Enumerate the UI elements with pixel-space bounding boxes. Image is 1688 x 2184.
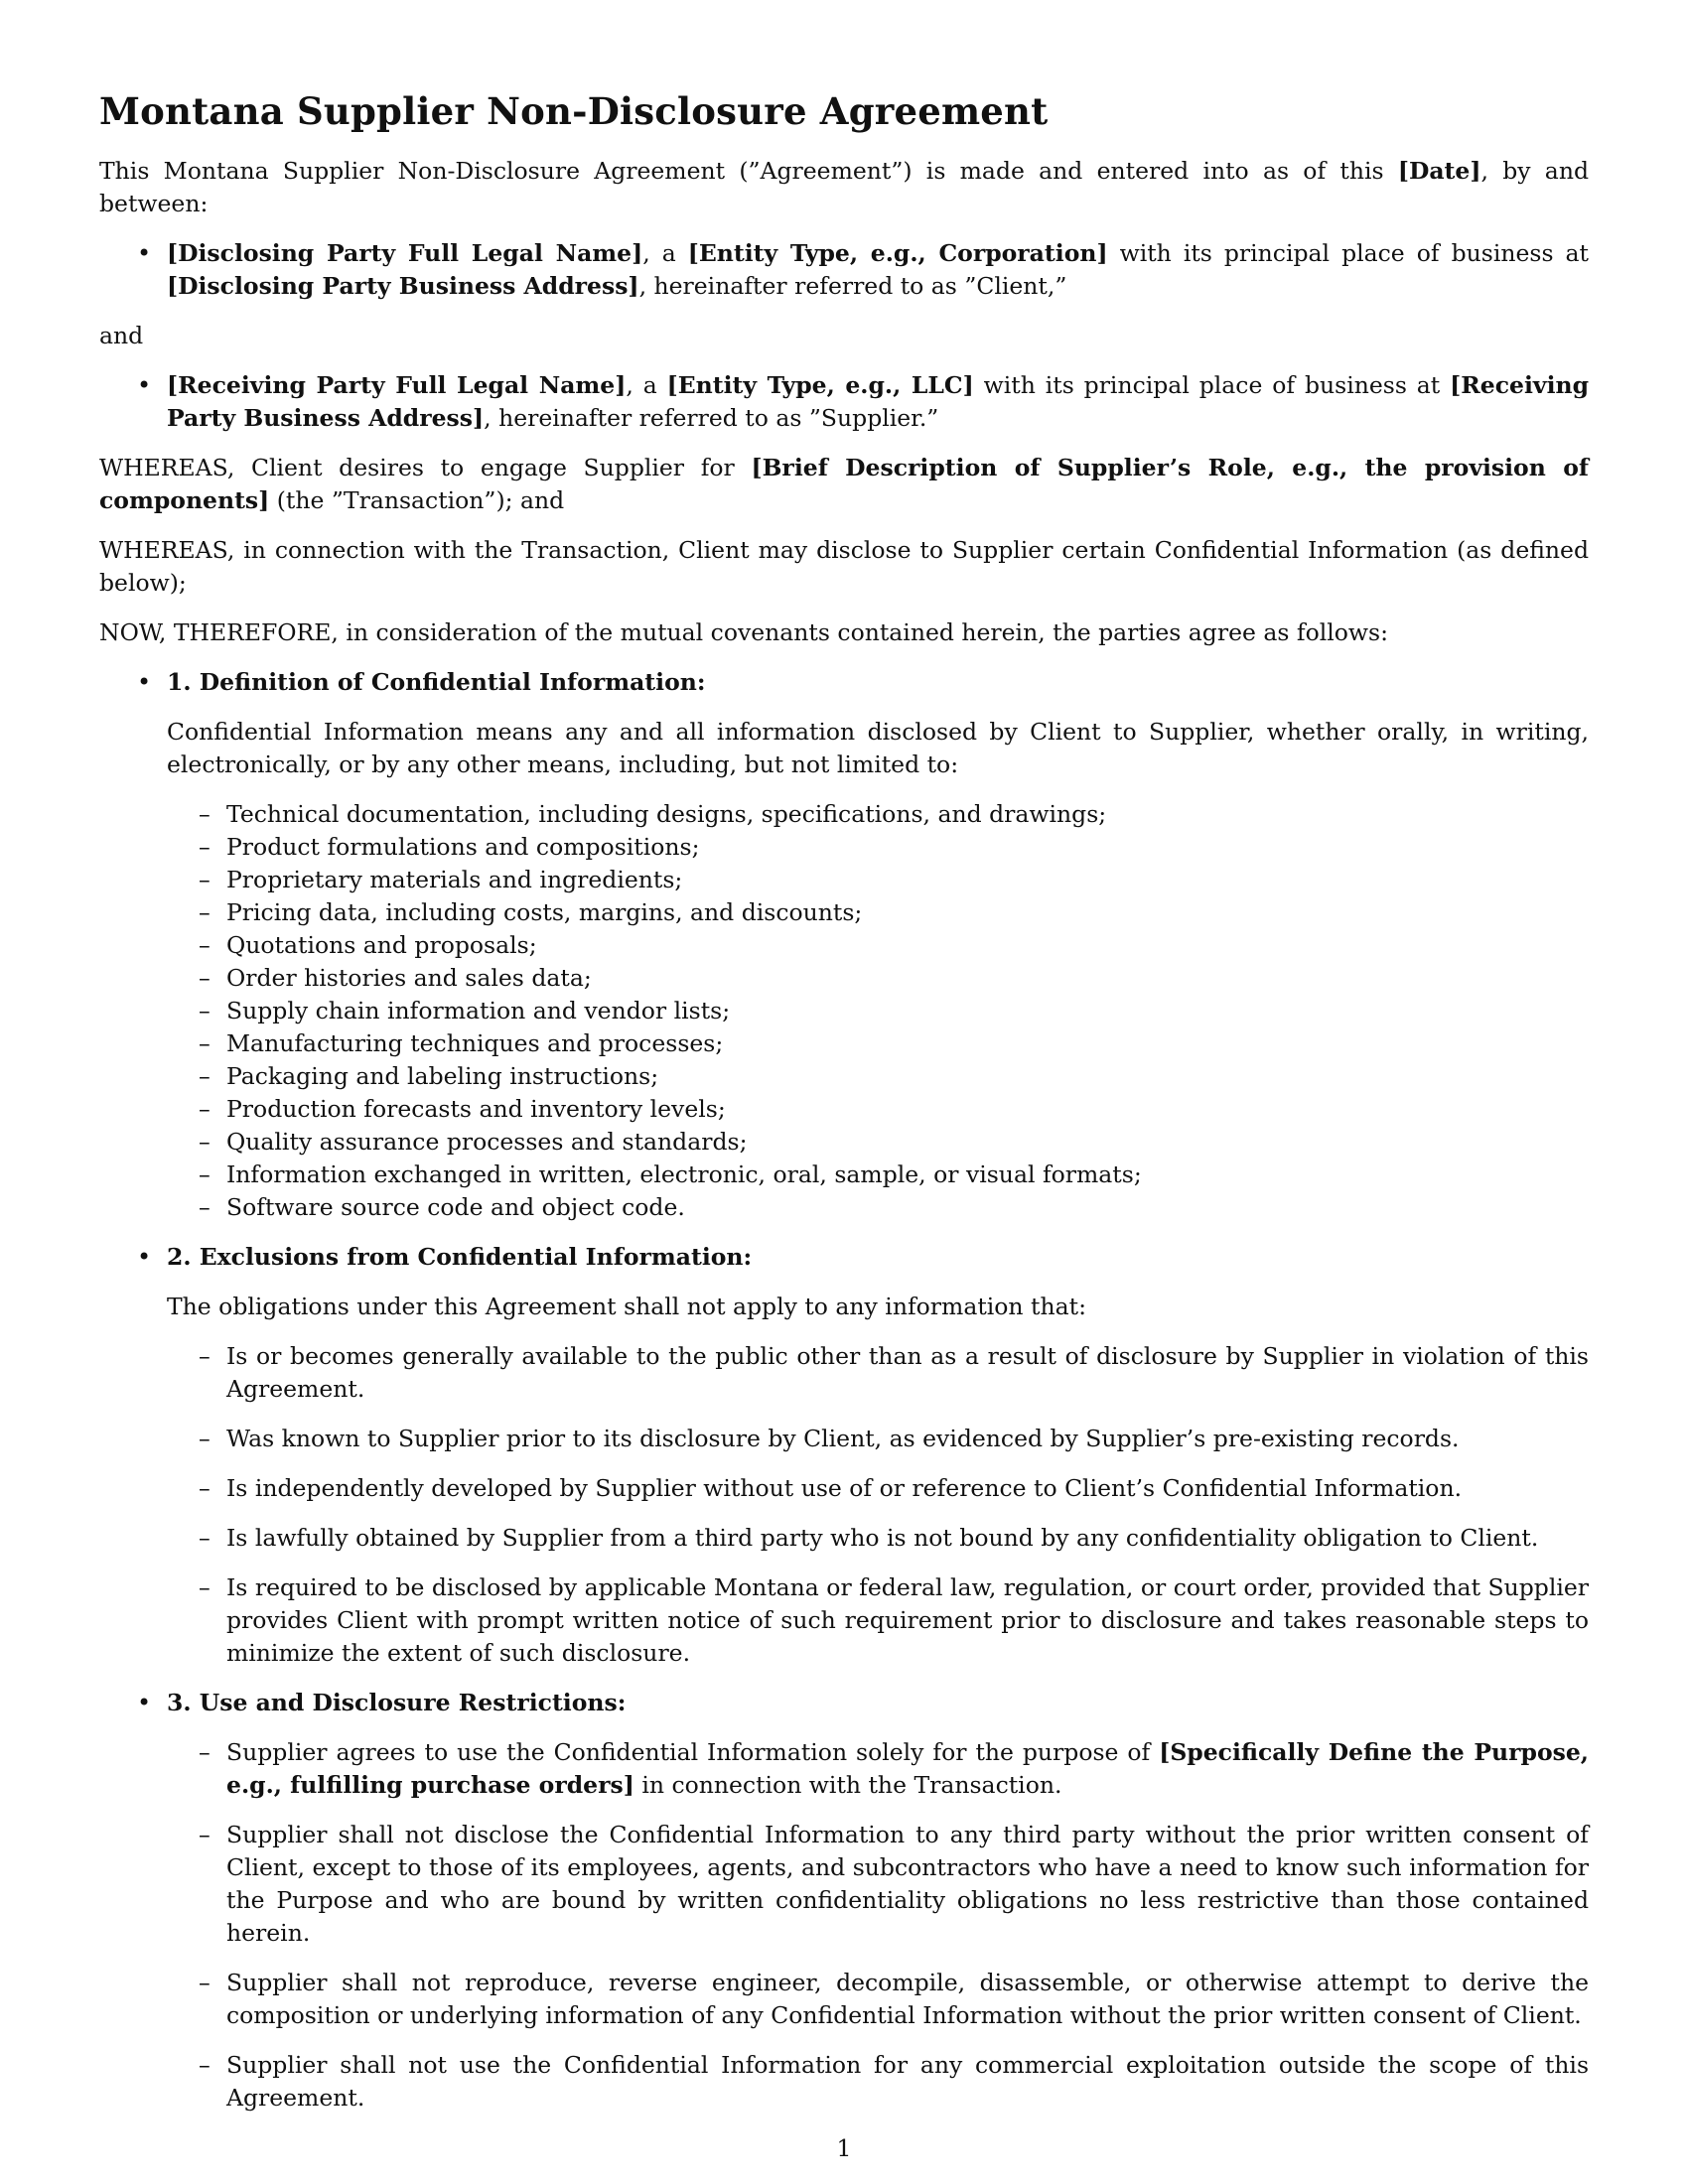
purpose-text: Supplier agrees to use the Confidential Information solely for the purpose of xyxy=(226,1738,1160,1766)
supplier-name-placeholder: [Receiving Party Full Legal Name] xyxy=(167,371,627,399)
section-1-heading: • 1. Definition of Confidential Information: xyxy=(167,668,706,696)
client-name-placeholder: [Disclosing Party Full Legal Name] xyxy=(167,239,643,267)
list-item: – Order histories and sales data; xyxy=(167,962,1589,995)
intro-paragraph xyxy=(99,155,1589,220)
client-entity-placeholder: [Entity Type, e.g., Corporation] xyxy=(687,239,1108,267)
whereas-paragraph-1 xyxy=(99,452,1589,517)
section-1 xyxy=(99,666,1589,1224)
list-item: – Pricing data, including costs, margins, and discounts; xyxy=(167,896,1589,929)
list-item: – Production forecasts and inventory levels; xyxy=(167,1093,1589,1126)
section-3 xyxy=(99,1687,1589,2115)
list-item: – Proprietary materials and ingredients; xyxy=(167,864,1589,896)
list-item: – Is independently developed by Supplier without use of or reference to Client’s Confidential Information. xyxy=(167,1472,1589,1505)
supplier-party-list xyxy=(99,369,1589,435)
list-item xyxy=(167,1736,1589,1802)
role-placeholder: [Brief Description of Supplier’s Role, e.g., the provision of components] xyxy=(99,454,1589,514)
section-1-items xyxy=(167,798,1589,1224)
date-placeholder: [Date] xyxy=(1397,157,1481,185)
supplier-entity-placeholder: [Entity Type, e.g., LLC] xyxy=(666,371,974,399)
list-item: – Quotations and proposals; xyxy=(167,929,1589,962)
document-page xyxy=(99,87,1589,2131)
list-item: – Supplier shall not use the Confidential Information for any commercial exploitation outside the scope of this Agreement. xyxy=(167,2049,1589,2115)
list-item: – Was known to Supplier prior to its disclosure by Client, as evidenced by Supplier’s pre-existing records. xyxy=(167,1423,1589,1455)
list-item: – Is or becomes generally available to the public other than as a result of disclosure by Supplier in violation of this Agreement. xyxy=(167,1340,1589,1406)
section-2-intro: The obligations under this Agreement shall not apply to any information that: xyxy=(167,1293,1086,1320)
section-2 xyxy=(99,1241,1589,1670)
list-item: – Quality assurance processes and standards; xyxy=(167,1126,1589,1159)
intro-text: This Montana Supplier Non-Disclosure Agreement (”Agreement”) is made and entered into as of this xyxy=(99,157,1398,185)
list-item: – Information exchanged in written, electronic, oral, sample, or visual formats; xyxy=(167,1159,1589,1191)
now-therefore-paragraph: NOW, THEREFORE, in consideration of the mutual covenants contained herein, the parties agree as follows: xyxy=(99,618,1389,646)
whereas1-text: WHEREAS, Client desires to engage Supplier for xyxy=(99,454,752,481)
supplier-sep-2: with its principal place of business at xyxy=(973,371,1451,399)
section-2-items xyxy=(167,1340,1589,1670)
list-item: – Is lawfully obtained by Supplier from a third party who is not bound by any confidentiality obligation to Client. xyxy=(167,1522,1589,1555)
purpose-placeholder: [Specifically Define the Purpose, e.g., fulfilling purchase orders] xyxy=(226,1738,1589,1799)
list-item: – Technical documentation, including designs, specifications, and drawings; xyxy=(167,798,1589,831)
client-address-placeholder: [Disclosing Party Business Address] xyxy=(167,272,639,300)
client-suffix: , hereinafter referred to as ”Client,” xyxy=(638,272,1067,300)
list-item: – Supplier shall not reproduce, reverse engineer, decompile, disassemble, or otherwise attempt to derive the composition or underlying information of any Confidential Information without the prior written consent of Client. xyxy=(167,1967,1589,2032)
list-item: – Product formulations and compositions; xyxy=(167,831,1589,864)
supplier-party xyxy=(99,369,1589,435)
list-item: – Is required to be disclosed by applicable Montana or federal law, regulation, or court order, provided that Supplier provides Client with prompt written notice of such requirement prior to disclosure and takes reasonable steps to minimize the extent of such disclosure. xyxy=(167,1571,1589,1670)
sections-list xyxy=(99,666,1589,2115)
and-word: and xyxy=(99,322,144,349)
client-party xyxy=(99,237,1589,303)
list-item: – Software source code and object code. xyxy=(167,1191,1589,1224)
intro-text-end: , by and between: xyxy=(99,157,1589,217)
supplier-suffix: , hereinafter referred to as ”Supplier.” xyxy=(484,404,939,432)
section-3-items xyxy=(167,1736,1589,2115)
client-party-list xyxy=(99,237,1589,303)
client-sep: , a xyxy=(642,239,688,267)
document-title: Montana Supplier Non-Disclosure Agreement xyxy=(99,89,1049,133)
list-item: – Supply chain information and vendor lists; xyxy=(167,995,1589,1027)
section-1-intro: Confidential Information means any and all information disclosed by Client to Supplier, whether orally, in writing, electronically, or by any other means, including, but not limited to: xyxy=(167,718,1589,778)
whereas-paragraph-2: WHEREAS, in connection with the Transaction, Client may disclose to Supplier certain Confidential Information (as defined below); xyxy=(99,536,1589,597)
whereas1-text-end: (the ”Transaction”); and xyxy=(269,486,565,514)
section-3-heading: • 3. Use and Disclosure Restrictions: xyxy=(167,1689,627,1716)
supplier-sep: , a xyxy=(626,371,667,399)
purpose-text-end: in connection with the Transaction. xyxy=(633,1771,1062,1799)
section-2-heading: • 2. Exclusions from Confidential Information: xyxy=(167,1243,753,1271)
page-number: 1 xyxy=(836,2134,852,2162)
supplier-address-placeholder: [Receiving Party Business Address] xyxy=(167,371,1590,432)
list-item: – Packaging and labeling instructions; xyxy=(167,1060,1589,1093)
client-sep-2: with its principal place of business at xyxy=(1107,239,1589,267)
list-item: – Supplier shall not disclose the Confidential Information to any third party without the prior written consent of Client, except to those of its employees, agents, and subcontractors who have a need to know such information for the Purpose and who are bound by written confidentiality obligations no less restrictive than those contained herein. xyxy=(167,1819,1589,1950)
list-item: – Manufacturing techniques and processes; xyxy=(167,1027,1589,1060)
